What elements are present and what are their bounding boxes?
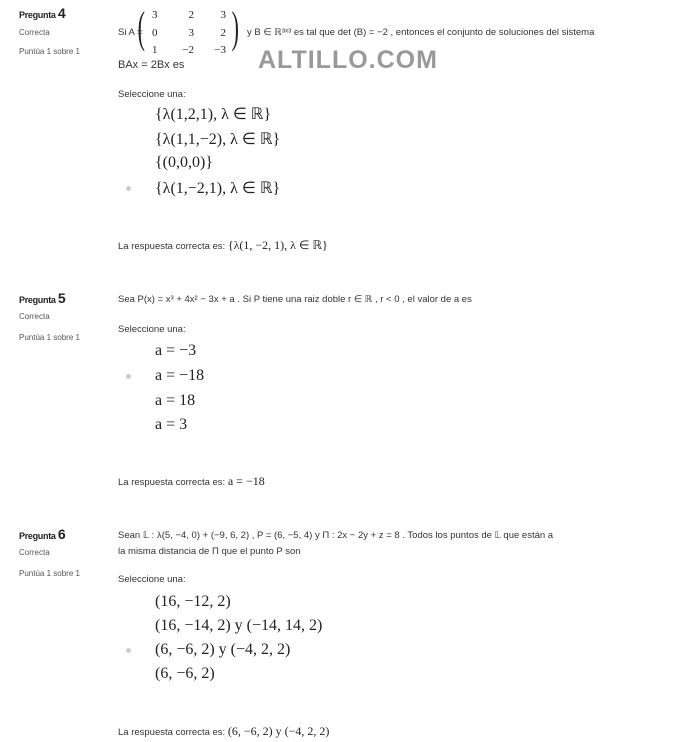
question-title: Pregunta 6 <box>19 526 66 542</box>
option[interactable]: (16, −12, 2) <box>155 593 231 610</box>
correct-answer: La respuesta correcta es: a = −18 <box>118 474 265 488</box>
question-title: Pregunta 5 <box>19 290 66 306</box>
matrix-a: ( ) 3 2 3 0 3 2 1 −2 −3 <box>137 3 239 56</box>
option[interactable]: a = −3 <box>155 342 197 359</box>
option-selected[interactable]: (6, −6, 2) y (−4, 2, 2) <box>155 641 291 658</box>
option[interactable]: {λ(1,1,−2), λ ∈ ℝ} <box>155 131 281 148</box>
correct-answer: La respuesta correcta es: {λ(1, −2, 1), λ ∈ ℝ} <box>118 238 328 252</box>
option[interactable]: a = 3 <box>155 416 188 433</box>
question-status: Correcta <box>19 28 50 37</box>
watermark-logo: ALTILLO.COM <box>258 46 438 74</box>
question-score: Puntúa 1 sobre 1 <box>19 569 80 578</box>
option-selected[interactable]: a = −18 <box>155 367 205 384</box>
option[interactable]: (6, −6, 2) <box>155 665 215 682</box>
question-text-cont: la misma distancia de Π que el punto P son <box>118 546 301 557</box>
correct-answer: La respuesta correcta es: (6, −6, 2) y (−4, 2, 2) <box>118 724 330 738</box>
question-score: Puntúa 1 sobre 1 <box>19 333 80 342</box>
question-title: Pregunta 4 <box>19 5 66 21</box>
option[interactable]: a = 18 <box>155 392 196 409</box>
option[interactable]: {λ(1,2,1), λ ∈ ℝ} <box>155 106 272 123</box>
option[interactable]: (16, −14, 2) y (−14, 14, 2) <box>155 617 323 634</box>
question-score: Puntúa 1 sobre 1 <box>19 47 80 56</box>
option-selected[interactable]: {λ(1,−2,1), λ ∈ ℝ} <box>155 180 281 197</box>
question-text: Sean 𝕃 : λ(5, −4, 0) + (−9, 6, 2) , P = (6, −5, 4) y Π : 2x − 2y + z = 8 . Todos los puntos de 𝕃 que están a <box>118 530 554 541</box>
question-status: Correcta <box>19 312 50 321</box>
question-text-cont: y B ∈ ℝ³ˣ³ es tal que det (B) = −2 , entonces el conjunto de soluciones del sistema <box>247 27 595 38</box>
question-text: Sea P(x) = x³ + 4x² − 3x + a . Si P tiene una raiz doble r ∈ ℝ , r < 0 , el valor de a es <box>118 294 472 305</box>
selected-radio[interactable] <box>126 186 131 191</box>
select-label: Seleccione una: <box>118 574 186 585</box>
question-status: Correcta <box>19 548 50 557</box>
question-text-system: BAx = 2Bx es <box>118 59 185 71</box>
question-text: Si A = <box>118 27 143 38</box>
selected-radio[interactable] <box>126 648 131 653</box>
selected-radio[interactable] <box>126 374 131 379</box>
select-label: Seleccione una: <box>118 89 186 100</box>
select-label: Seleccione una: <box>118 324 186 335</box>
option[interactable]: {(0,0,0)} <box>155 154 214 171</box>
